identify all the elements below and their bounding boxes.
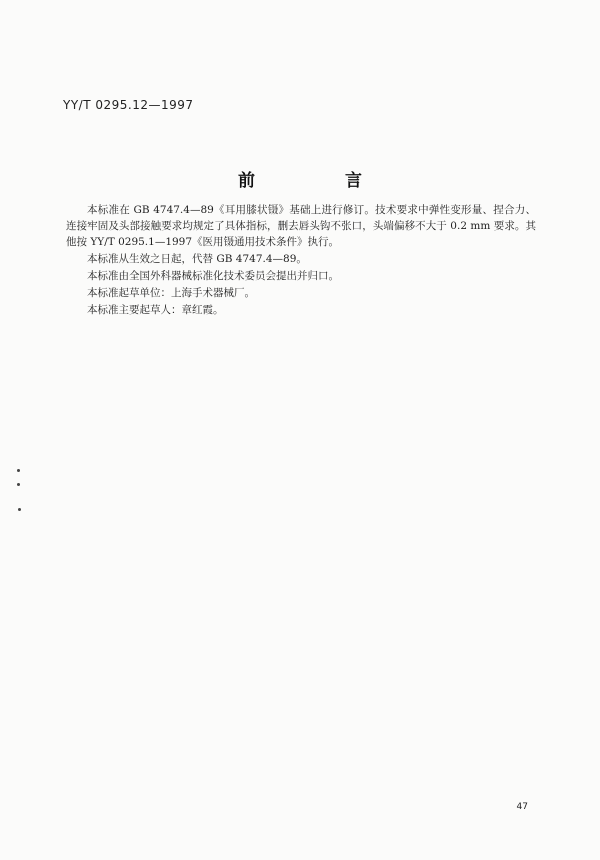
paragraph: 本标准起草单位：上海手术器械厂。: [87, 287, 255, 299]
paragraph: 本标准从生效之日起，代替 GB 4747.4—89。: [87, 253, 307, 265]
page-title: 前 言: [238, 171, 404, 191]
page-number: 47: [516, 802, 528, 812]
scan-speck: [17, 483, 20, 486]
foreword-body: [66, 202, 536, 319]
paragraph: 本标准主要起草人：章红霞。: [87, 304, 224, 316]
paragraph: 本标准在 GB 4747.4—89《耳用膝状镊》基础上进行修订。技术要求中弹性变形量、捏合力、连接牢固及头部接触要求均规定了具体指标，删去唇头钩不张口，头端偏移不大于 0.2 mm 要求。其他按 YY/T 0295.1—1997《医用镊通用技术条件》执行。: [66, 204, 536, 248]
scan-speck: [17, 469, 20, 472]
scan-speck: [18, 508, 21, 511]
paragraph: 本标准由全国外科器械标准化技术委员会提出并归口。: [87, 270, 339, 282]
standard-code: YY/T 0295.12—1997: [63, 98, 194, 112]
